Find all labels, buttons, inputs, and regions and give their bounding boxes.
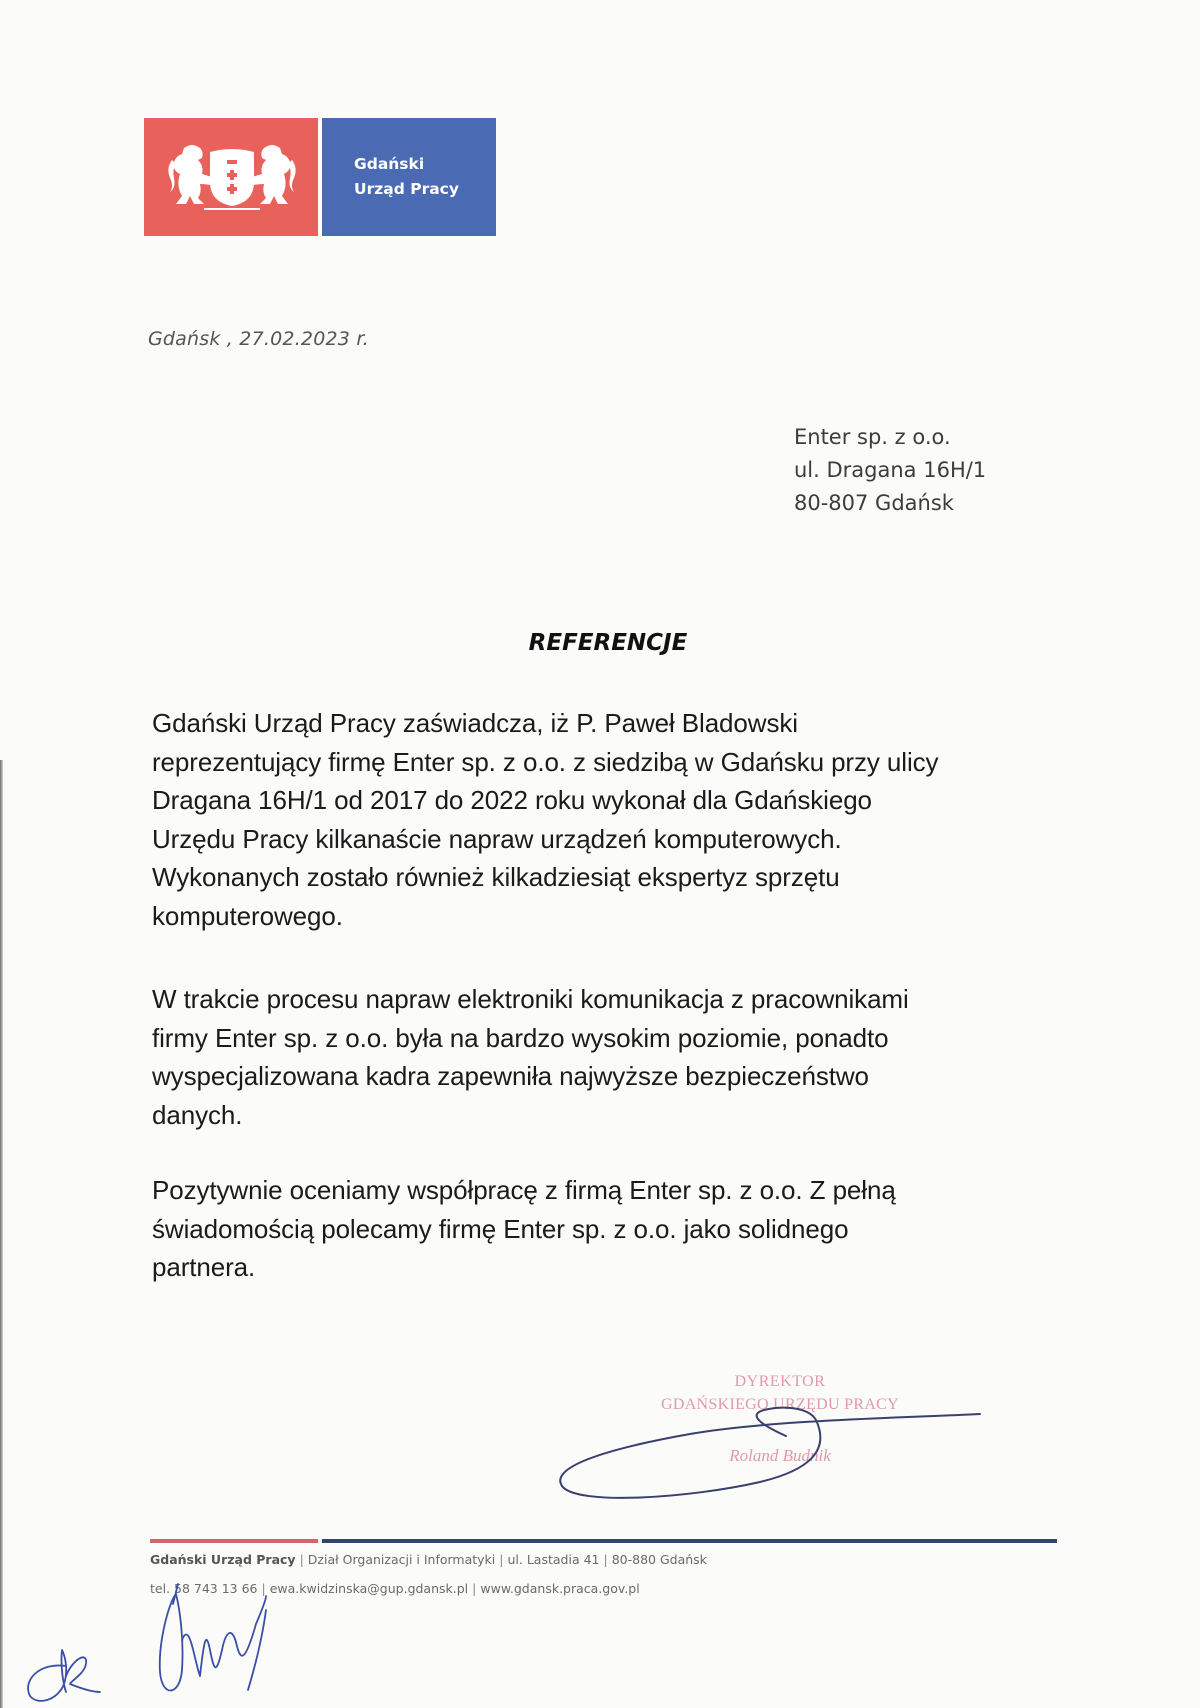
paragraph-line: Urzędu Pracy kilkanaście napraw urządzeń komputerowych. (152, 823, 842, 854)
paragraph-line: świadomością polecamy firmę Enter sp. z o.o. jako solidnego (152, 1213, 849, 1244)
paragraph-line: Pozytywnie oceniamy współpracę z firmą Enter sp. z o.o. Z pełną (152, 1175, 896, 1205)
paragraph-line: Wykonanych zostało również kilkadziesiąt ekspertyz sprzętu (152, 862, 840, 892)
footer-accent-navy (322, 1539, 1057, 1543)
paragraph-2 (152, 980, 1072, 1134)
paragraph-line: partnera. (152, 1252, 256, 1282)
paragraph-1 (152, 704, 1072, 935)
letter-date: Gdańsk , 27.02.2023 r. (148, 328, 369, 350)
paragraph-line: komputerowego. (152, 900, 343, 931)
footer-department: Dział Organizacji i Informatyki (307, 1552, 496, 1567)
footer-separator: | (261, 1581, 266, 1596)
page-edge-shadow (0, 760, 3, 1708)
footer-street: ul. Lastadia 41 (507, 1552, 600, 1567)
stamp-name: Roland Budnik (729, 1446, 831, 1465)
paragraph-line: W trakcie procesu napraw elektroniki komunikacja z pracownikami (152, 984, 909, 1014)
paragraph-line: reprezentujący firmę Enter sp. z o.o. z siedzibą w Gdańsku przy ulicy (152, 746, 939, 777)
director-signature-icon (540, 1370, 1000, 1510)
logo-name-panel (322, 118, 496, 236)
recipient-city: 80-807 Gdańsk (794, 491, 954, 515)
recipient-street: ul. Dragana 16H/1 (794, 458, 987, 482)
paragraph-3 (152, 1171, 1072, 1287)
document-title: REFERENCJE (528, 630, 688, 656)
footer-phone: tel. 58 743 13 66 (150, 1581, 258, 1596)
handwritten-initials-signature-icon (0, 1580, 320, 1708)
paragraph-line: Dragana 16H/1 od 2017 do 2022 roku wykonał dla Gdańskiego (152, 785, 872, 815)
footer-separator: | (499, 1552, 504, 1567)
stamp-organization: GDAŃSKIEGO URZĘDU PRACY (660, 1396, 900, 1413)
logo-name-line2: Urząd Pracy (354, 180, 459, 198)
paragraph-line: wyspecjalizowana kadra zapewniła najwyższe bezpieczeństwo (152, 1061, 869, 1091)
gup-logo (144, 118, 496, 236)
logo-text (354, 152, 459, 202)
footer-postal: 80-880 Gdańsk (611, 1552, 707, 1567)
footer-address-row (150, 1552, 707, 1567)
paragraph-line: Gdański Urząd Pracy zaświadcza, iż P. Paweł Bladowski (152, 708, 798, 738)
stamp-title: DYREKTOR (734, 1373, 826, 1390)
footer-website[interactable]: www.gdansk.praca.gov.pl (480, 1581, 640, 1596)
footer-separator: | (299, 1552, 304, 1567)
footer-organization: Gdański Urząd Pracy (150, 1552, 296, 1567)
paragraph-line: firmy Enter sp. z o.o. była na bardzo wysokim poziomie, ponadto (152, 1022, 889, 1053)
gdansk-coat-of-arms-icon (164, 140, 300, 212)
footer-email[interactable]: ewa.kwidzinska@gup.gdansk.pl (269, 1581, 469, 1596)
recipient-address (794, 421, 986, 520)
logo-name-line1: Gdański (354, 155, 425, 173)
logo-emblem-panel (144, 118, 318, 236)
recipient-company: Enter sp. z o.o. (794, 425, 951, 449)
paragraph-line: danych. (152, 1099, 243, 1130)
footer-separator: | (472, 1581, 477, 1596)
footer-accent-red (150, 1539, 318, 1543)
footer-separator: | (603, 1552, 608, 1567)
